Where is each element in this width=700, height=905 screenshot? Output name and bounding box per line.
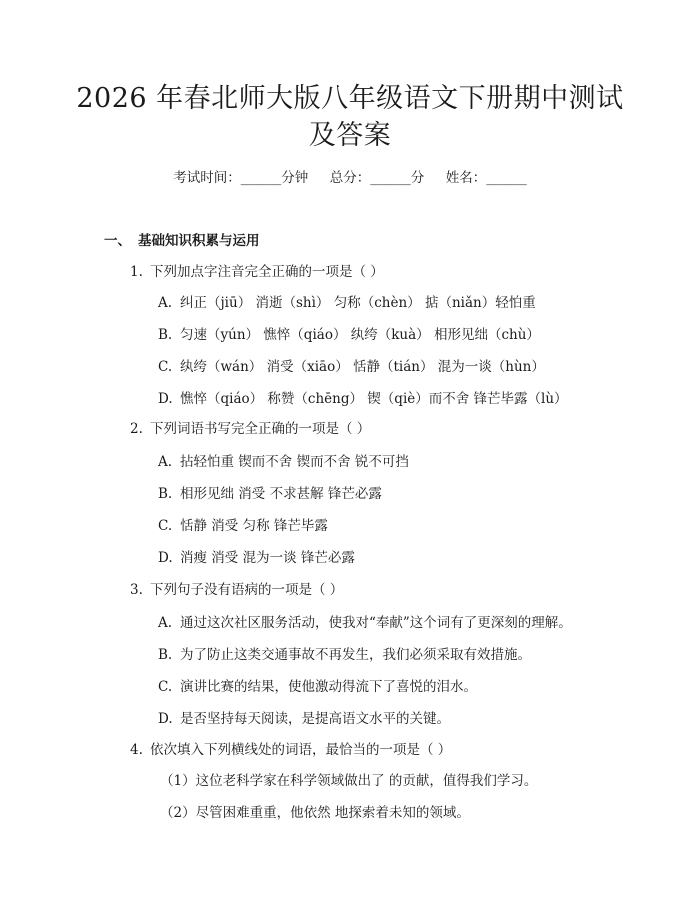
question-1-option-b	[158, 325, 540, 345]
question-3-option-b	[158, 645, 531, 665]
option-letter: B.	[158, 486, 173, 502]
option-text: 恬静 消受 匀称 锋芒毕露	[180, 518, 328, 534]
section-number: 一、	[104, 233, 131, 249]
option-letter: B.	[158, 327, 173, 343]
option-letter: A.	[158, 295, 173, 311]
question-3-option-a	[158, 613, 572, 633]
question-text: 下列加点字注音完全正确的一项是（ ）	[150, 264, 384, 280]
question-number: 2.	[130, 421, 143, 437]
option-text: 相形见绌 消受 不求甚解 锋芒必露	[180, 486, 382, 502]
section-title: 基础知识积累与运用	[138, 233, 260, 249]
option-text: 拈轻怕重 锲而不舍 锲而不舍 锐不可挡	[180, 454, 409, 470]
option-letter: C.	[158, 679, 173, 695]
question-2-option-d	[158, 548, 355, 568]
option-letter: C.	[158, 518, 173, 534]
question-number: 1.	[130, 264, 143, 280]
question-1	[130, 262, 384, 282]
option-text: 匀速（yún） 憔悴（qiáo） 纨绔（kuà） 相形见绌（chù）	[180, 327, 540, 343]
question-number: 3.	[130, 582, 143, 598]
question-2-option-a	[158, 452, 409, 472]
question-2-option-b	[158, 484, 382, 504]
option-letter: A.	[158, 615, 173, 631]
question-number: 4.	[130, 742, 143, 758]
question-1-option-d	[158, 389, 568, 409]
option-text: 憔悴（qiáo） 称赞（chēng） 锲（qiè）而不舍 锋芒毕露（lù）	[180, 391, 568, 407]
option-text: 通过这次社区服务活动，使我对“奉献”这个词有了更深刻的理解。	[180, 615, 572, 631]
question-3-option-c	[158, 677, 477, 697]
option-letter: A.	[158, 454, 173, 470]
option-text: 演讲比赛的结果，使他激动得流下了喜悦的泪水。	[180, 679, 477, 695]
question-1-option-a	[158, 293, 536, 313]
question-text: 依次填入下列横线处的词语，最恰当的一项是（ ）	[150, 742, 452, 758]
question-4-item-1: （1）这位老科学家在科学领域做出了 的贡献，值得我们学习。	[160, 773, 538, 789]
option-text: 纠正（jiū） 消逝（shì） 匀称（chèn） 掂（niǎn）轻怕重	[180, 295, 536, 311]
question-2-option-c	[158, 516, 328, 536]
option-letter: D.	[158, 711, 173, 727]
document-title-line-2: 及答案	[308, 120, 392, 151]
option-text: 纨绔（wán） 消受（xiāo） 恬静（tián） 混为一谈（hùn）	[180, 359, 545, 375]
question-text: 下列词语书写完全正确的一项是（ ）	[150, 421, 371, 437]
option-text: 为了防止这类交通事故不再发生，我们必须采取有效措施。	[180, 647, 531, 663]
option-letter: B.	[158, 647, 173, 663]
option-text: 是否坚持每天阅读，是提高语文水平的关键。	[180, 711, 450, 727]
option-letter: D.	[158, 550, 173, 566]
option-text: 消瘦 消受 混为一谈 锋芒必露	[180, 550, 355, 566]
exam-info-line: 考试时间：______分钟 总分：______分 姓名：______	[173, 170, 527, 186]
question-2	[130, 419, 370, 439]
document-title-line-1: 2026 年春北师大版八年级语文下册期中测试	[76, 83, 624, 114]
question-4-item-2: （2）尽管困难重重，他依然 地探索着未知的领域。	[160, 805, 470, 821]
question-3-option-d	[158, 709, 450, 729]
question-1-option-c	[158, 357, 545, 377]
question-3	[130, 580, 343, 600]
question-text: 下列句子没有语病的一项是（ ）	[150, 582, 344, 598]
section-heading	[104, 231, 260, 251]
option-letter: C.	[158, 359, 173, 375]
option-letter: D.	[158, 391, 173, 407]
question-4	[130, 740, 451, 760]
